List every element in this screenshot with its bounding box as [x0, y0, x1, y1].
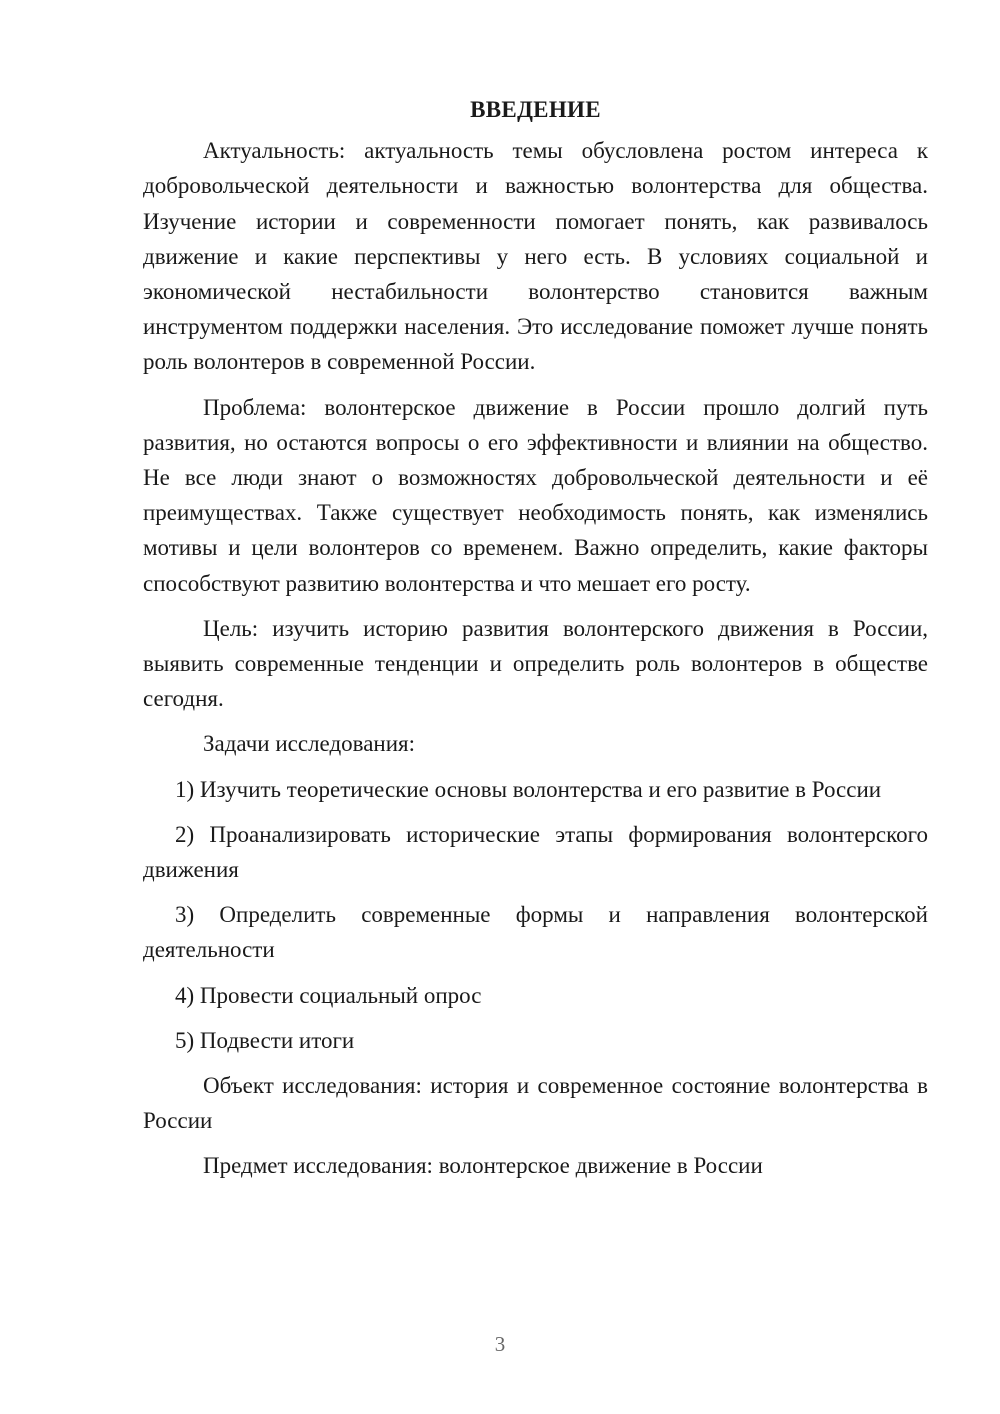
- page-number: 3: [494, 1332, 506, 1356]
- task-item-3: 3) Определить современные формы и направления волонтерской деятельности: [143, 902, 928, 963]
- task-item-5: 5) Подвести итоги: [175, 1027, 355, 1053]
- document-body: [143, 92, 928, 1194]
- task-item-4: 4) Провести социальный опрос: [175, 982, 482, 1008]
- relevance-paragraph: Актуальность: актуальность темы обусловлена ростом интереса к добровольческой деятельности и важностью волонтерства для общества. Изучение истории и современности помогает понять, как развивалось движение и какие перспективы у него есть. В условиях социальной и экономической нестабильности волонтерство становится важным инструментом поддержки населения. Это исследование поможет лучше понять роль волонтеров в современной России.: [143, 138, 928, 375]
- task-item-1: 1) Изучить теоретические основы волонтерства и его развитие в России: [175, 776, 882, 802]
- page-title: ВВЕДЕНИЕ: [470, 97, 601, 122]
- tasks-heading: Задачи исследования:: [203, 731, 416, 757]
- subject-paragraph: Предмет исследования: волонтерское движение в России: [203, 1153, 763, 1179]
- problem-paragraph: Проблема: волонтерское движение в России прошло долгий путь развития, но остаются вопросы о его эффективности и влиянии на общество. Не все люди знают о возможностях добровольческой деятельности и её преимуществах. Также существует необходимость понять, как изменялись мотивы и цели волонтеров со временем. Важно определить, какие факторы способствуют развитию волонтерства и что мешает его росту.: [143, 394, 928, 596]
- task-item-2: 2) Проанализировать исторические этапы формирования волонтерского движения: [143, 821, 928, 883]
- object-paragraph: Объект исследования: история и современное состояние волонтерства в России: [143, 1073, 928, 1134]
- goal-paragraph: Цель: изучить историю развития волонтерского движения в России, выявить современные тенденции и определить роль волонтеров в обществе сегодня.: [143, 615, 928, 712]
